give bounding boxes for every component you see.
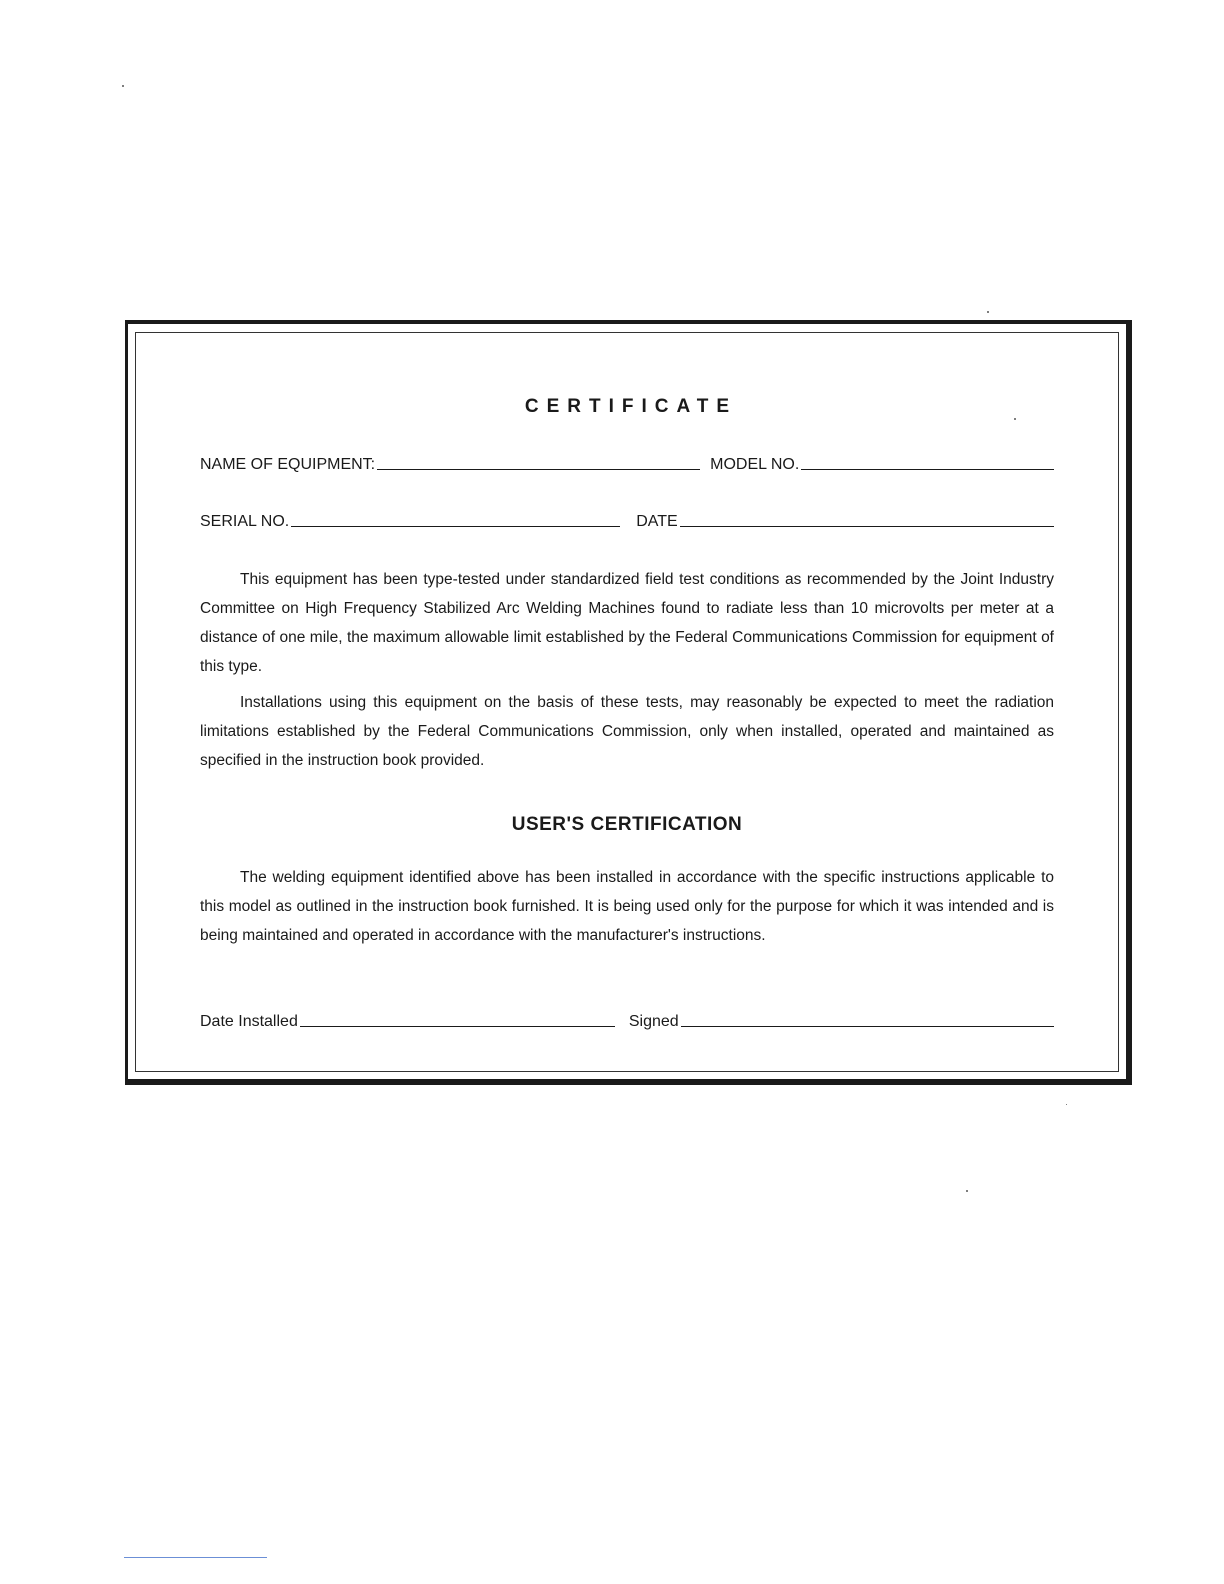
date-field[interactable] (680, 526, 1054, 527)
name-of-equipment-field[interactable] (377, 469, 700, 470)
installed-signed-row (200, 1013, 1054, 1031)
certificate-outer-border (125, 320, 1132, 1085)
date-installed-field[interactable] (300, 1026, 615, 1027)
scan-speck (1014, 418, 1016, 420)
certificate-inner-border (135, 332, 1119, 1072)
signed-label: Signed (628, 1013, 679, 1030)
model-no-field[interactable] (801, 469, 1054, 470)
scan-speck (966, 1190, 968, 1192)
certificate-paragraph-type-tested: This equipment has been type-tested under standardized field test conditions as recommended by the Joint Industry Committee on High Frequency Stabilized Arc Welding Machines found to radiate less than 10 microvolts per meter at a distance of one mile, the maximum allowable limit established by the Federal Communications Commission for equipment of this type. (200, 571, 1054, 675)
signed-field[interactable] (681, 1026, 1054, 1027)
serial-no-label: SERIAL NO. (200, 513, 290, 530)
date-installed-label: Date Installed (200, 1013, 298, 1030)
equipment-model-row (200, 456, 1054, 474)
certificate-paragraph-installations: Installations using this equipment on the basis of these tests, may reasonably be expected to meet the radiation limitations established by the Federal Communications Commission, only when installed, operated and maintained as specified in the instruction book provided. (200, 694, 1054, 769)
scan-speck (987, 311, 989, 313)
scan-speck (1066, 1104, 1067, 1105)
name-of-equipment-label: NAME OF EQUIPMENT: (200, 456, 376, 473)
scan-edge-line (124, 1557, 267, 1558)
date-label: DATE (636, 513, 678, 530)
serial-no-field[interactable] (291, 526, 620, 527)
users-certification-paragraph: The welding equipment identified above has been installed in accordance with the specific instructions applicable to this model as outlined in the instruction book furnished. It is being used only for the purpose for which it was intended and is being maintained and operated in accordance with the manufacturer's instructions. (200, 869, 1054, 944)
scan-speck (122, 85, 124, 87)
users-certification-title: USER'S CERTIFICATION (511, 814, 743, 835)
certificate-title: CERTIFICATE (524, 396, 738, 417)
serial-date-row (200, 513, 1054, 531)
model-no-label: MODEL NO. (710, 456, 800, 473)
